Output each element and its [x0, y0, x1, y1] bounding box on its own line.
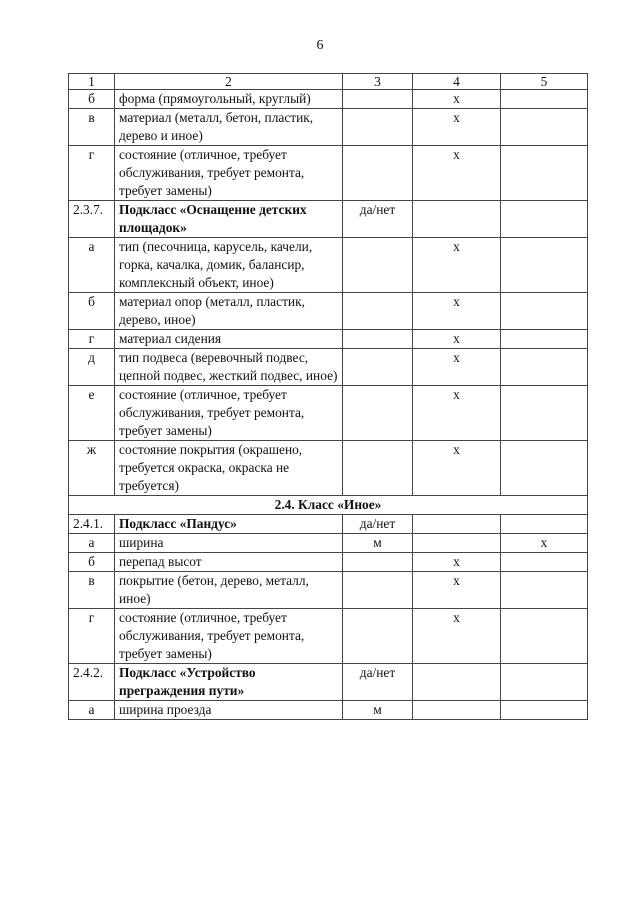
mark-cell-5: х — [501, 534, 588, 553]
unit-cell — [343, 330, 413, 349]
item-code: 2.4.1. — [69, 515, 115, 534]
table-row — [69, 701, 588, 720]
item-description: Подкласс «Пандус» — [115, 515, 343, 534]
mark-cell-5 — [501, 553, 588, 572]
unit-cell — [343, 109, 413, 146]
table-row — [69, 238, 588, 293]
item-description: материал сидения — [115, 330, 343, 349]
unit-cell — [343, 349, 413, 386]
unit-cell: м — [343, 534, 413, 553]
mark-cell-5 — [501, 109, 588, 146]
item-code: а — [69, 238, 115, 293]
unit-cell — [343, 90, 413, 109]
header-cell-4: 4 — [413, 74, 501, 90]
table-row — [69, 553, 588, 572]
table-row — [69, 90, 588, 109]
mark-cell-5 — [501, 386, 588, 441]
item-code: б — [69, 90, 115, 109]
item-code: б — [69, 293, 115, 330]
item-description: состояние покрытия (окрашено, требуется окраска, окраска не требуется) — [115, 441, 343, 496]
item-code: г — [69, 146, 115, 201]
table-row — [69, 609, 588, 664]
table-row — [69, 109, 588, 146]
mark-cell-5 — [501, 349, 588, 386]
class-heading-row — [69, 496, 588, 515]
table-row — [69, 330, 588, 349]
unit-cell — [343, 146, 413, 201]
item-description: покрытие (бетон, дерево, металл, иное) — [115, 572, 343, 609]
unit-cell: да/нет — [343, 515, 413, 534]
mark-cell-5 — [501, 572, 588, 609]
table-row — [69, 572, 588, 609]
item-description: материал (металл, бетон, пластик, дерево и иное) — [115, 109, 343, 146]
item-description: Подкласс «Устройство преграждения пути» — [115, 664, 343, 701]
unit-cell: м — [343, 701, 413, 720]
page-number: 6 — [316, 38, 324, 53]
mark-cell-4 — [413, 515, 501, 534]
mark-cell-4: х — [413, 609, 501, 664]
unit-cell — [343, 238, 413, 293]
mark-cell-4 — [413, 664, 501, 701]
item-description: тип подвеса (веревочный подвес, цепной подвес, жесткий подвес, иное) — [115, 349, 343, 386]
item-code: в — [69, 109, 115, 146]
item-description: ширина проезда — [115, 701, 343, 720]
table-row — [69, 146, 588, 201]
item-code: а — [69, 701, 115, 720]
mark-cell-4 — [413, 201, 501, 238]
subclass-row — [69, 664, 588, 701]
item-description: состояние (отличное, требует обслуживания, требует ремонта, требует замены) — [115, 146, 343, 201]
mark-cell-4: х — [413, 293, 501, 330]
mark-cell-4: х — [413, 90, 501, 109]
mark-cell-5 — [501, 330, 588, 349]
unit-cell — [343, 572, 413, 609]
unit-cell — [343, 609, 413, 664]
header-cell-5: 5 — [501, 74, 588, 90]
mark-cell-5 — [501, 293, 588, 330]
table-row — [69, 534, 588, 553]
mark-cell-5 — [501, 238, 588, 293]
item-code: б — [69, 553, 115, 572]
mark-cell-4 — [413, 701, 501, 720]
item-code: 2.3.7. — [69, 201, 115, 238]
mark-cell-4: х — [413, 572, 501, 609]
unit-cell: да/нет — [343, 664, 413, 701]
item-description: форма (прямоугольный, круглый) — [115, 90, 343, 109]
item-code: г — [69, 609, 115, 664]
unit-cell — [343, 386, 413, 441]
header-cell-3: 3 — [343, 74, 413, 90]
item-description: ширина — [115, 534, 343, 553]
unit-cell: да/нет — [343, 201, 413, 238]
mark-cell-4: х — [413, 146, 501, 201]
item-code: ж — [69, 441, 115, 496]
mark-cell-4: х — [413, 386, 501, 441]
table-row — [69, 349, 588, 386]
subclass-row — [69, 201, 588, 238]
table-header-row — [69, 74, 588, 90]
item-code: д — [69, 349, 115, 386]
mark-cell-5 — [501, 201, 588, 238]
mark-cell-5 — [501, 609, 588, 664]
mark-cell-4: х — [413, 441, 501, 496]
mark-cell-5 — [501, 146, 588, 201]
table-row — [69, 386, 588, 441]
mark-cell-5 — [501, 664, 588, 701]
mark-cell-4: х — [413, 238, 501, 293]
document-table — [68, 73, 588, 720]
mark-cell-4: х — [413, 109, 501, 146]
table-body — [69, 74, 588, 720]
header-cell-2: 2 — [115, 74, 343, 90]
item-code: 2.4.2. — [69, 664, 115, 701]
item-description: состояние (отличное, требует обслуживания, требует ремонта, требует замены) — [115, 609, 343, 664]
table-row — [69, 293, 588, 330]
item-description: тип (песочница, карусель, качели, горка, качалка, домик, балансир, комплексный объект, иное) — [115, 238, 343, 293]
mark-cell-5 — [501, 701, 588, 720]
header-cell-1: 1 — [69, 74, 115, 90]
mark-cell-4: х — [413, 553, 501, 572]
subclass-row — [69, 515, 588, 534]
class-heading: 2.4. Класс «Иное» — [69, 496, 588, 515]
item-description: перепад высот — [115, 553, 343, 572]
item-code: а — [69, 534, 115, 553]
mark-cell-5 — [501, 441, 588, 496]
mark-cell-5 — [501, 515, 588, 534]
item-code: е — [69, 386, 115, 441]
item-code: в — [69, 572, 115, 609]
item-description: состояние (отличное, требует обслуживания, требует ремонта, требует замены) — [115, 386, 343, 441]
mark-cell-5 — [501, 90, 588, 109]
mark-cell-4 — [413, 534, 501, 553]
item-description: Подкласс «Оснащение детских площадок» — [115, 201, 343, 238]
mark-cell-4: х — [413, 349, 501, 386]
unit-cell — [343, 553, 413, 572]
item-description: материал опор (металл, пластик, дерево, иное) — [115, 293, 343, 330]
item-code: г — [69, 330, 115, 349]
table-row — [69, 441, 588, 496]
unit-cell — [343, 441, 413, 496]
unit-cell — [343, 293, 413, 330]
mark-cell-4: х — [413, 330, 501, 349]
